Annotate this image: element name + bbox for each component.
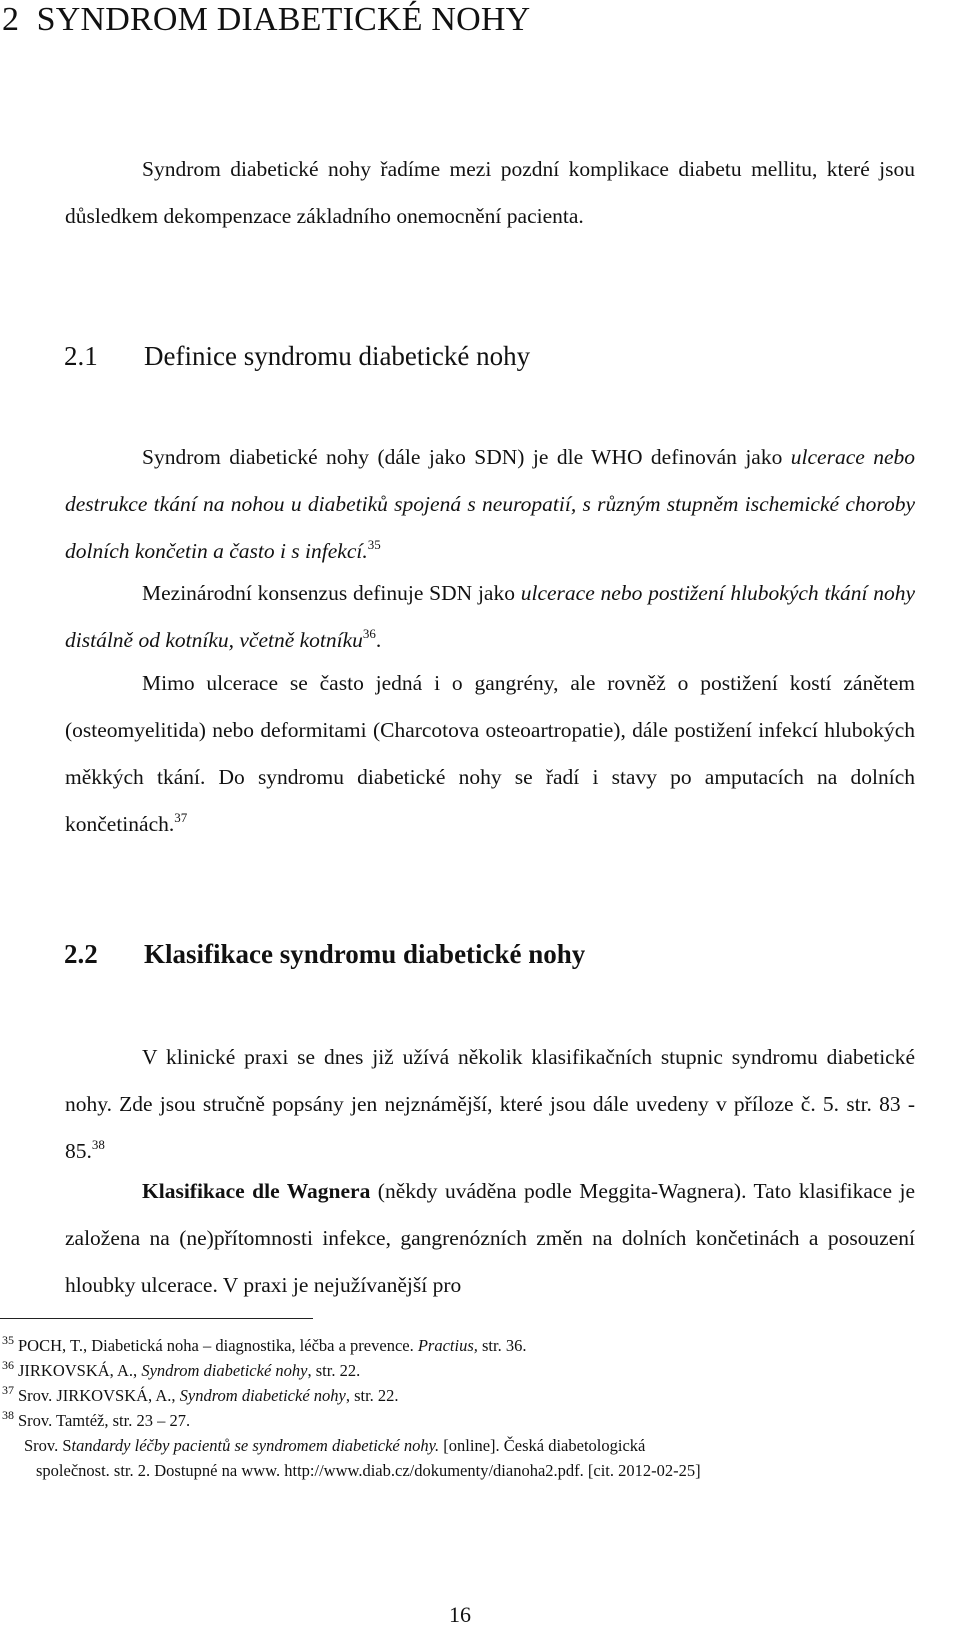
definition-paragraph: Syndrom diabetické nohy (dále jako SDN) je dle WHO definován jako ulcerace nebo destrukce tkání na nohou u diabetiků spojená s neuropatií, s různým stupněm ischemické choroby dolních končetin a často i s infekcí.$^{35}$ (65, 445, 915, 563)
footnote-38-continuation: Srov. Standardy léčby pacientů se syndromem diabetické nohy. [online]. Česká diabetologická (24, 1436, 646, 1455)
chapter-heading (2, 0, 530, 40)
footnote-ref-36: 36 (362, 626, 376, 641)
wagner-term: Klasifikace dle Wagnera (142, 1179, 371, 1203)
footnote-separator (0, 1318, 313, 1319)
page-number: 16 (449, 1602, 471, 1627)
section-number: 2.1 (64, 341, 98, 371)
consensus-paragraph: Mezinárodní konsenzus definuje SDN jako ulcerace nebo postižení hlubokých tkání nohy distálně od kotníku, včetně kotníku$^{36}$. (65, 581, 915, 652)
chapter-number: 2 (2, 1, 20, 38)
footnote-36: $^{36}$ JIRKOVSKÁ, A., Syndrom diabetické nohy, str. 22. (2, 1358, 361, 1380)
section-2-1-heading (64, 340, 530, 372)
footnote-38: $^{38}$ Srov. Tamtéž, str. 23 – 27. (2, 1408, 191, 1430)
classification-paragraph: V klinické praxi se dnes již užívá několik klasifikačních stupnic syndromu diabetické nohy. Zde jsou stručně popsány jen nejznámější, které jsou dále uvedeny v příloze č. 5. str. 83 - 85.38 (65, 1045, 915, 1163)
ulceration-paragraph: Mimo ulcerace se často jedná i o gangrény, ale rovněž o postižení kostí zánětem (osteomyelitida) nebo deformitami (Charcotova osteoartropatie), dále postižení infekcí hlubokých měkkých tkání. Do syndromu diabetické nohy se řadí i stavy po amputacích na dolních končetinách.$^{37}$ (65, 671, 915, 836)
footnote-37: $^{37}$ Srov. JIRKOVSKÁ, A., Syndrom diabetické nohy, str. 22. (2, 1383, 399, 1405)
section-title: Klasifikace syndromu diabetické nohy (144, 939, 586, 969)
chapter-intro-paragraph: Syndrom diabetické nohy řadíme mezi pozdní komplikace diabetu mellitu, které jsou důsledkem dekompenzace základního onemocnění pacienta. (65, 157, 915, 228)
footnote-ref-38: 38 (91, 1137, 105, 1152)
section-title: Definice syndromu diabetické nohy (144, 341, 531, 371)
footnote-ref-37: 37 (174, 810, 188, 825)
footnote-35: $^{35}$ POCH, T., Diabetická noha – diagnostika, léčba a prevence. Practius, str. 36. (2, 1333, 527, 1355)
chapter-title: SYNDROM DIABETICKÉ NOHY (36, 1, 531, 38)
section-2-2-heading (64, 938, 585, 970)
footnote-ref-35: 35 (367, 537, 381, 552)
footnote-38-url-line: společnost. str. 2. Dostupné na www. http://www.diab.cz/dokumenty/dianoha2.pdf. [cit. 2012-02-25] (36, 1461, 701, 1480)
section-number: 2.2 (64, 939, 98, 969)
wagner-paragraph: Klasifikace dle Wagnera (někdy uváděna podle Meggita-Wagnera). Tato klasifikace je založena na (ne)přítomnosti infekce, gangrenózních změn na dolních končetinách a posouzení hloubky ulcerace. V praxi je nejužívanější pro (65, 1179, 915, 1297)
